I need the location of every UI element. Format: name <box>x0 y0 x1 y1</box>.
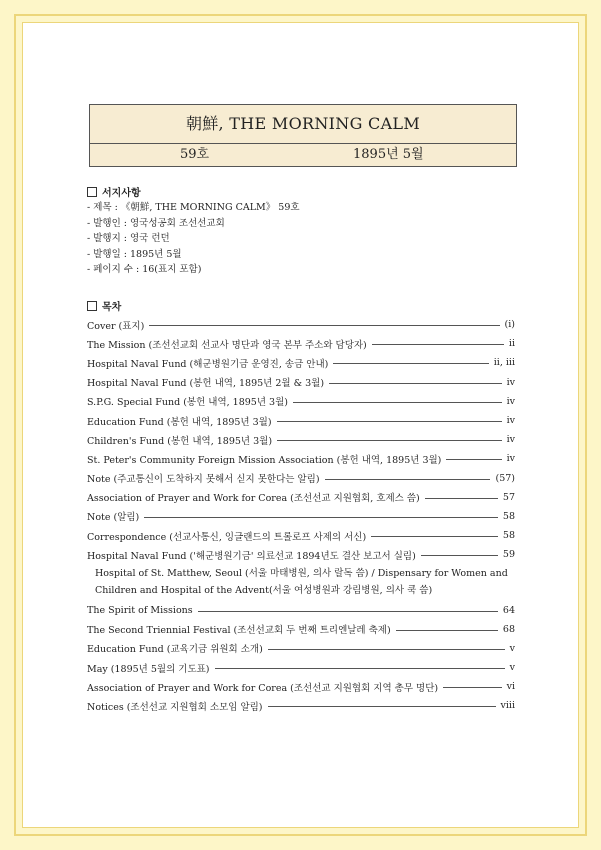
toc-entry: The Spirit of Missions 64 <box>87 604 515 616</box>
leader-line <box>371 536 498 537</box>
toc-entry: The Mission (조선선교회 선교사 명단과 영국 본부 주소와 담당자) ii <box>87 338 515 351</box>
table-of-contents <box>87 315 515 716</box>
bibliography-item: - 제목 : 《朝鮮, THE MORNING CALM》 59호 <box>87 202 300 213</box>
toc-entry: Education Fund (교육기금 위원회 소개) v <box>87 642 515 656</box>
leader-line <box>198 611 498 612</box>
leader-line <box>372 344 504 345</box>
title-box <box>89 104 517 167</box>
bibliography-item: - 발행지 : 영국 런던 <box>87 233 170 244</box>
toc-entry: The Second Triennial Festival (조선선교회 두 번째 트리엔날레 축제) 68 <box>87 623 515 637</box>
leader-line <box>333 363 488 364</box>
toc-entry: Cover (표지) (i) <box>87 319 515 332</box>
checkbox-square-icon <box>87 187 97 197</box>
leader-line <box>268 706 496 707</box>
issue-line <box>90 144 516 166</box>
toc-entry: Note (주교통신이 도착하지 못해서 싣지 못한다는 알림) (57) <box>87 472 515 486</box>
contents-heading: 목차 <box>87 298 121 313</box>
toc-entry: Correspondence (선교사통신, 잉글랜드의 트롤로프 사제의 서신) 58 <box>87 530 515 543</box>
leader-line <box>277 440 502 441</box>
toc-entry: Education Fund (봉헌 내역, 1895년 3월) iv <box>87 415 515 428</box>
toc-subentry: Hospital of St. Matthew, Seoul (서울 마태병원, 의사 랄독 씀) / Dispensary for Women and Children and Hospital of the Advent(서울 여성병원과 강림병원, 의사 쿡 씀) <box>95 568 508 597</box>
toc-entry: St. Peter's Community Foreign Mission Association (봉헌 내역, 1895년 3월) iv <box>87 453 515 466</box>
leader-line <box>149 325 499 326</box>
bibliography-item: - 발행일 : 1895년 5월 <box>87 248 182 260</box>
leader-line <box>443 687 501 688</box>
leader-line <box>421 555 498 556</box>
leader-line <box>396 630 498 631</box>
toc-entry: Hospital Naval Fund (해군병원기금 운영진, 송금 안내) ii, iii <box>87 357 515 370</box>
leader-line <box>446 459 501 460</box>
toc-entry: Notices (조선선교 지원협회 소모임 알림) viii <box>87 700 515 713</box>
toc-entry: Association of Prayer and Work for Corea (조선선교 지원협회 지역 총무 명단) vi <box>87 681 515 694</box>
toc-entry: Children's Fund (봉헌 내역, 1895년 3월) iv <box>87 434 515 447</box>
bibliography-list <box>87 200 300 278</box>
checkbox-square-icon <box>87 301 97 311</box>
toc-entry: Hospital Naval Fund (봉헌 내역, 1895년 2월 & 3월) iv <box>87 376 515 390</box>
bibliography-heading: 서지사항 <box>87 184 141 199</box>
toc-entry: Note (알림) 58 <box>87 510 515 524</box>
issue-date: 1895년 5월 <box>353 147 424 162</box>
leader-line <box>325 479 491 480</box>
bibliography-item: - 페이지 수 : 16(표지 포함) <box>87 264 202 275</box>
leader-line <box>144 517 498 518</box>
toc-entry: Association of Prayer and Work for Corea (조선선교 지원협회, 호제스 씀) 57 <box>87 491 515 505</box>
leader-line <box>293 402 502 403</box>
leader-line <box>268 649 505 650</box>
leader-line <box>329 383 502 384</box>
leader-line <box>277 421 502 422</box>
journal-title: 朝鮮, THE MORNING CALM <box>90 105 516 144</box>
toc-entry: Hospital Naval Fund ('해군병원기금' 의료선교 1894년도 결산 보고서 실림) 59 <box>87 549 515 562</box>
toc-entry: May (1895년 5월의 기도표) v <box>87 662 515 675</box>
issue-number: 59호 <box>180 147 210 162</box>
bibliography-item: - 발행인 : 영국성공회 조선선교회 <box>87 217 225 229</box>
toc-entry: S.P.G. Special Fund (봉헌 내역, 1895년 3월) iv <box>87 395 515 409</box>
leader-line <box>215 668 505 669</box>
leader-line <box>425 498 498 499</box>
